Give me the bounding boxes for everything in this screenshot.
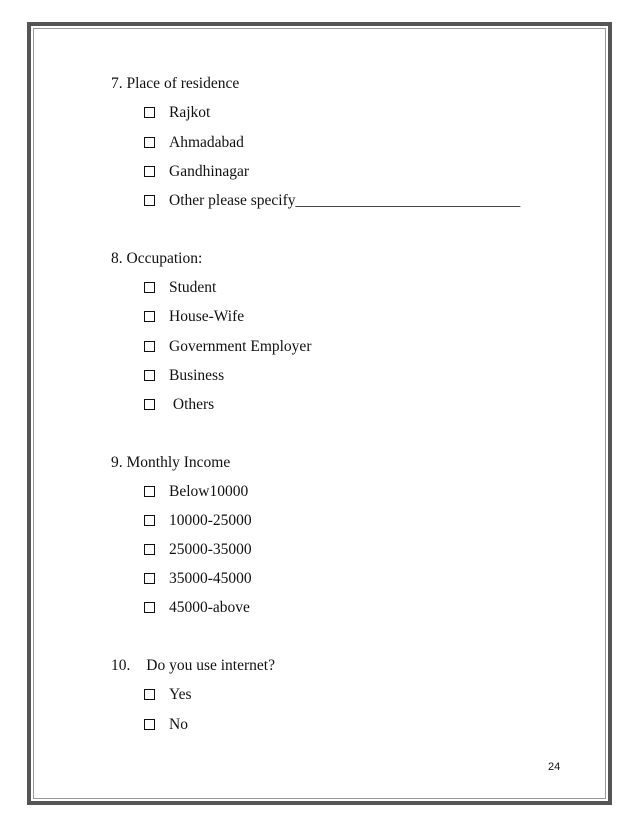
option-label: 35000-45000 — [169, 570, 252, 587]
checkbox-icon[interactable] — [144, 486, 155, 497]
question-9-number: 9. — [111, 454, 123, 471]
checkbox-icon[interactable] — [144, 515, 155, 526]
option-label: Business — [169, 367, 225, 384]
option-label: Yes — [169, 686, 192, 703]
checkbox-icon[interactable] — [144, 195, 155, 206]
option-label: 45000-above — [169, 599, 250, 616]
checkbox-icon[interactable] — [144, 399, 155, 410]
checkbox-icon[interactable] — [144, 573, 155, 584]
question-8-title — [111, 250, 202, 268]
option-label: Ahmadabad — [169, 134, 244, 151]
checkbox-icon[interactable] — [144, 341, 155, 352]
option-label: Others — [169, 396, 215, 413]
question-8-text: Occupation: — [126, 250, 203, 267]
question-10-title — [111, 657, 275, 675]
option-label: 10000-25000 — [169, 512, 252, 529]
option-label: Other please specify_____________________________ — [169, 192, 521, 209]
checkbox-icon[interactable] — [144, 719, 155, 730]
option-label: Gandhinagar — [169, 163, 250, 180]
question-10-number: 10. — [111, 657, 131, 674]
question-9-text: Monthly Income — [126, 454, 231, 471]
checkbox-icon[interactable] — [144, 370, 155, 381]
question-7-number: 7. — [111, 75, 123, 92]
option-label: Rajkot — [169, 104, 211, 121]
checkbox-icon[interactable] — [144, 137, 155, 148]
option-label: House-Wife — [169, 308, 245, 325]
option-label: No — [169, 716, 188, 733]
option-label: Below10000 — [169, 483, 249, 500]
checkbox-icon[interactable] — [144, 311, 155, 322]
checkbox-icon[interactable] — [144, 689, 155, 700]
question-10-text: Do you use internet? — [146, 657, 275, 674]
question-8-number: 8. — [111, 250, 123, 267]
question-7-text: Place of residence — [126, 75, 240, 92]
checkbox-icon[interactable] — [144, 602, 155, 613]
question-7-title — [111, 75, 239, 93]
checkbox-icon[interactable] — [144, 166, 155, 177]
option-label: Student — [169, 279, 217, 296]
question-9-title — [111, 454, 230, 472]
checkbox-icon[interactable] — [144, 107, 155, 118]
option-label: 25000-35000 — [169, 541, 252, 558]
option-label: Government Employer — [169, 338, 312, 355]
checkbox-icon[interactable] — [144, 282, 155, 293]
page-number: 24 — [548, 761, 561, 773]
checkbox-icon[interactable] — [144, 544, 155, 555]
